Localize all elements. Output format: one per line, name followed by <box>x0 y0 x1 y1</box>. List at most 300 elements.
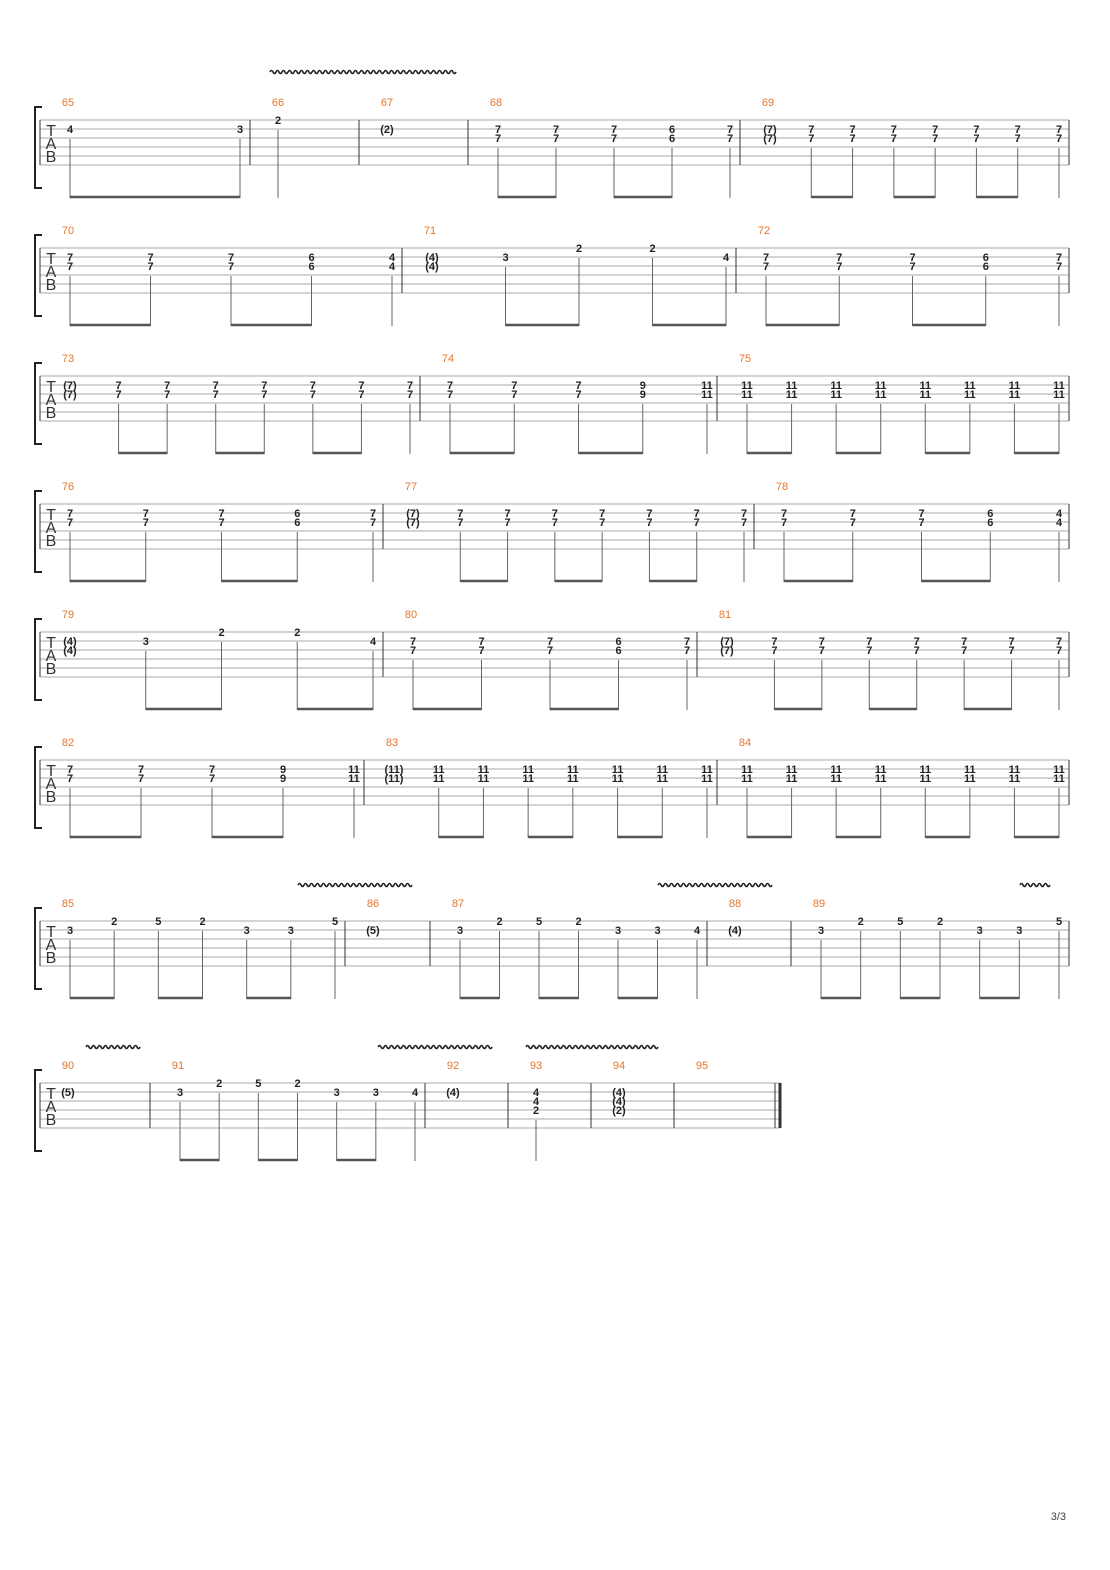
fret-number: 7 <box>551 517 558 529</box>
fret-number: 7 <box>212 380 219 392</box>
tab-clef-letter: A <box>45 776 57 793</box>
fret-number: 7 <box>406 380 414 392</box>
tab-clef-letter: T <box>46 635 56 652</box>
fret-number: 11 <box>477 773 490 785</box>
fret-number: (11) <box>384 764 404 776</box>
fret-number: 7 <box>818 636 825 648</box>
vibrato-mark <box>298 884 412 887</box>
tab-clef-letter: B <box>45 1112 57 1129</box>
fret-number: 7 <box>693 517 700 529</box>
fret-number: 11 <box>964 764 976 776</box>
fret-number: 2 <box>575 916 582 928</box>
measure-number: 74 <box>441 353 455 365</box>
fret-number: 11 <box>830 764 842 776</box>
fret-number: 7 <box>961 645 968 657</box>
fret-number: (7) <box>720 645 734 657</box>
fret-number: 7 <box>552 133 560 145</box>
fret-number: 5 <box>535 916 543 928</box>
tab-clef-letter: T <box>46 1086 56 1103</box>
fret-number: 11 <box>964 380 976 392</box>
fret-number: (5) <box>61 1087 75 1099</box>
fret-number: 11 <box>1053 389 1065 401</box>
fret-number: 7 <box>1055 261 1063 273</box>
fret-number: 7 <box>1014 133 1021 145</box>
fret-number: 7 <box>409 636 417 648</box>
tab-clef-letter: B <box>45 533 57 550</box>
fret-number: (4) <box>425 252 439 264</box>
fret-number: 11 <box>874 764 887 776</box>
measure-number: 77 <box>404 481 418 493</box>
fret-number: 3 <box>817 925 825 937</box>
fret-number: 11 <box>656 773 669 785</box>
fret-number: 7 <box>693 508 700 520</box>
tab-system <box>35 225 1069 326</box>
fret-number: 7 <box>551 508 558 520</box>
fret-number: 7 <box>446 389 454 401</box>
tab-system <box>35 737 1069 838</box>
fret-number: 11 <box>741 389 753 401</box>
fret-number: 11 <box>1008 380 1021 392</box>
measure-number: 70 <box>61 225 75 237</box>
fret-number: (5) <box>366 925 380 937</box>
tab-system <box>35 481 1069 582</box>
fret-number: 2 <box>575 243 583 255</box>
fret-number: 7 <box>142 517 149 529</box>
fret-number: 7 <box>918 517 925 529</box>
fret-number: (7) <box>406 508 420 520</box>
fret-number: 7 <box>1055 133 1063 145</box>
fret-number: 7 <box>740 517 748 529</box>
fret-number: 9 <box>279 773 287 785</box>
measure-number: 86 <box>366 898 380 910</box>
fret-number: 7 <box>913 645 920 657</box>
fret-number: 7 <box>1008 636 1015 648</box>
fret-number: 7 <box>918 508 925 520</box>
fret-number: 11 <box>701 389 713 401</box>
measure-number: 79 <box>61 609 75 621</box>
fret-number: 11 <box>785 389 798 401</box>
fret-number: 11 <box>1053 380 1065 392</box>
fret-number: 5 <box>1055 916 1063 928</box>
fret-number: 11 <box>1008 764 1021 776</box>
fret-number: 7 <box>683 645 691 657</box>
fret-number: 3 <box>176 1087 184 1099</box>
fret-number: 7 <box>808 133 815 145</box>
fret-number: (4) <box>612 1096 626 1108</box>
fret-number: 7 <box>932 133 939 145</box>
measure-number: 90 <box>61 1060 75 1072</box>
fret-number: 7 <box>726 133 734 145</box>
fret-number: 3 <box>1016 925 1023 937</box>
fret-number: 7 <box>309 380 316 392</box>
fret-number: 4 <box>66 124 74 136</box>
measure-number: 83 <box>385 737 399 749</box>
fret-number: 7 <box>261 389 268 401</box>
measure-number: 93 <box>529 1060 543 1072</box>
measure-number: 67 <box>380 97 394 109</box>
tab-system <box>35 609 1069 710</box>
measure-number: 76 <box>61 481 75 493</box>
fret-number: 7 <box>358 380 365 392</box>
fret-number: 11 <box>522 764 534 776</box>
fret-number: 7 <box>913 636 920 648</box>
fret-number: 7 <box>599 517 606 529</box>
fret-number: 11 <box>919 764 932 776</box>
tab-system <box>35 97 1069 198</box>
fret-number: 4 <box>411 1087 419 1099</box>
measure-number: 75 <box>738 353 752 365</box>
tab-clef-letter: A <box>45 520 57 537</box>
fret-number: 7 <box>780 508 788 520</box>
fret-number: 7 <box>866 645 873 657</box>
measure-number: 94 <box>612 1060 626 1072</box>
fret-number: 7 <box>478 636 485 648</box>
measure-number: 85 <box>61 898 75 910</box>
fret-number: 5 <box>155 916 162 928</box>
fret-number: 3 <box>614 925 622 937</box>
fret-number: 3 <box>142 636 149 648</box>
page-number: 3/3 <box>1050 1511 1066 1523</box>
fret-number: 11 <box>785 380 798 392</box>
measure-number: 80 <box>404 609 418 621</box>
measure-number: 89 <box>812 898 826 910</box>
fret-number: 7 <box>218 508 225 520</box>
fret-number: 2 <box>649 243 656 255</box>
fret-number: 11 <box>656 764 669 776</box>
fret-number: 7 <box>358 389 365 401</box>
vibrato-mark <box>86 1046 140 1049</box>
tab-clef-letter: B <box>45 950 57 967</box>
measure-number: 66 <box>271 97 285 109</box>
fret-number: 7 <box>575 389 582 401</box>
vibrato-mark <box>270 71 456 74</box>
fret-number: 3 <box>66 925 74 937</box>
fret-number: (7) <box>763 124 777 136</box>
fret-number: 11 <box>701 773 713 785</box>
fret-number: 6 <box>982 261 989 273</box>
fret-number: 2 <box>274 115 282 127</box>
fret-number: 11 <box>567 764 579 776</box>
fret-number: 11 <box>741 764 753 776</box>
tab-clef-letter: B <box>45 661 57 678</box>
fret-number: (11) <box>384 773 404 785</box>
fret-number: 5 <box>255 1078 262 1090</box>
fret-number: 6 <box>294 508 301 520</box>
fret-number: 7 <box>771 636 778 648</box>
tab-clef-letter: B <box>45 405 57 422</box>
fret-number: 11 <box>701 764 713 776</box>
fret-number: (4) <box>446 1087 460 1099</box>
fret-number: 7 <box>599 508 606 520</box>
fret-number: 7 <box>66 261 74 273</box>
fret-number: 7 <box>973 124 980 136</box>
fret-number: 11 <box>1008 773 1021 785</box>
fret-number: 7 <box>849 508 856 520</box>
fret-number: 7 <box>212 389 219 401</box>
fret-number: 11 <box>611 773 624 785</box>
fret-number: 2 <box>199 916 206 928</box>
fret-number: 7 <box>866 636 873 648</box>
tab-system <box>35 353 1069 454</box>
measure-number: 95 <box>695 1060 709 1072</box>
fret-number: 11 <box>741 380 753 392</box>
fret-number: 2 <box>294 1078 301 1090</box>
fret-number: 6 <box>668 124 676 136</box>
tab-clef-letter: T <box>46 924 56 941</box>
fret-number: 7 <box>849 133 856 145</box>
fret-number: 7 <box>66 517 74 529</box>
fret-number: 7 <box>780 517 788 529</box>
fret-number: 7 <box>409 645 417 657</box>
fret-number: 7 <box>762 252 770 264</box>
fret-number: 7 <box>890 124 897 136</box>
fret-number: 11 <box>348 773 360 785</box>
fret-number: 2 <box>218 627 225 639</box>
fret-number: 7 <box>261 380 268 392</box>
fret-number: 7 <box>66 252 74 264</box>
fret-number: 7 <box>961 636 968 648</box>
fret-number: 3 <box>236 124 244 136</box>
fret-number: 4 <box>388 261 396 273</box>
fret-number: (7) <box>63 380 77 392</box>
fret-number: 7 <box>147 252 154 264</box>
fret-number: 11 <box>522 773 534 785</box>
fret-number: 7 <box>909 261 916 273</box>
fret-number: 7 <box>849 124 856 136</box>
fret-number: 7 <box>932 124 939 136</box>
fret-number: 7 <box>1055 636 1063 648</box>
fret-number: 7 <box>1055 645 1063 657</box>
fret-number: 7 <box>147 261 154 273</box>
measure-number: 73 <box>61 353 75 365</box>
fret-number: 7 <box>369 508 377 520</box>
tab-clef-letter: A <box>45 937 57 954</box>
fret-number: 11 <box>611 764 624 776</box>
fret-number: 7 <box>836 261 843 273</box>
vibrato-mark <box>378 1046 492 1049</box>
fret-number: (2) <box>380 124 394 136</box>
fret-number: 11 <box>964 389 976 401</box>
measure-number: 91 <box>171 1060 185 1072</box>
fret-number: 7 <box>137 764 145 776</box>
fret-number: 4 <box>532 1087 540 1099</box>
fret-number: 3 <box>456 925 464 937</box>
fret-number: 11 <box>567 773 579 785</box>
fret-number: 6 <box>308 261 315 273</box>
fret-number: 7 <box>457 517 464 529</box>
fret-number: 11 <box>919 380 932 392</box>
fret-number: 4 <box>388 252 396 264</box>
fret-number: 11 <box>432 764 445 776</box>
fret-number: 7 <box>494 124 502 136</box>
fret-number: 7 <box>771 645 778 657</box>
fret-number: (2) <box>612 1105 626 1117</box>
fret-number: 7 <box>610 133 618 145</box>
fret-number: 7 <box>227 261 235 273</box>
fret-number: 11 <box>830 773 842 785</box>
fret-number: 11 <box>348 764 360 776</box>
fret-number: 7 <box>504 517 511 529</box>
tab-clef-letter: T <box>46 379 56 396</box>
fret-number: 7 <box>164 389 171 401</box>
fret-number: 2 <box>294 627 301 639</box>
fret-number: (7) <box>763 133 777 145</box>
fret-number: 7 <box>115 389 122 401</box>
fret-number: 4 <box>722 252 730 264</box>
fret-number: 7 <box>66 508 74 520</box>
fret-number: 7 <box>494 133 502 145</box>
measure-number: 82 <box>61 737 75 749</box>
fret-number: (4) <box>63 645 77 657</box>
fret-number: 7 <box>836 252 843 264</box>
fret-number: 3 <box>372 1087 379 1099</box>
fret-number: 6 <box>615 636 622 648</box>
fret-number: 4 <box>369 636 377 648</box>
fret-number: 7 <box>646 508 653 520</box>
fret-number: 4 <box>693 925 701 937</box>
vibrato-mark <box>526 1046 658 1049</box>
fret-number: 7 <box>646 517 653 529</box>
fret-number: (4) <box>63 636 77 648</box>
tab-system <box>35 1060 780 1161</box>
fret-number: (7) <box>406 517 420 529</box>
fret-number: 2 <box>111 916 118 928</box>
measure-number: 88 <box>728 898 742 910</box>
fret-number: 3 <box>654 925 661 937</box>
fret-number: 11 <box>919 389 932 401</box>
fret-number: 3 <box>333 1087 340 1099</box>
tab-clef-letter: T <box>46 251 56 268</box>
fret-number: 7 <box>115 380 122 392</box>
fret-number: 9 <box>639 389 646 401</box>
fret-number: 3 <box>976 925 983 937</box>
measure-number: 92 <box>446 1060 460 1072</box>
fret-number: 7 <box>909 252 916 264</box>
tab-clef-letter: B <box>45 149 57 166</box>
fret-number: 2 <box>216 1078 223 1090</box>
fret-number: 7 <box>973 133 980 145</box>
fret-number: 6 <box>668 133 676 145</box>
fret-number: 7 <box>740 508 748 520</box>
fret-number: 6 <box>987 517 994 529</box>
fret-number: 11 <box>919 773 932 785</box>
fret-number: (4) <box>728 925 742 937</box>
fret-number: 4 <box>1055 517 1063 529</box>
fret-number: 2 <box>857 916 864 928</box>
fret-number: 11 <box>1053 764 1065 776</box>
tab-clef-letter: T <box>46 507 56 524</box>
fret-number: 6 <box>308 252 315 264</box>
fret-number: 7 <box>610 124 618 136</box>
fret-number: 11 <box>741 773 753 785</box>
fret-number: 7 <box>890 133 897 145</box>
fret-number: 11 <box>477 764 490 776</box>
tab-clef-letter: A <box>45 648 57 665</box>
fret-number: 2 <box>496 916 503 928</box>
tab-clef-letter: B <box>45 789 57 806</box>
fret-number: 7 <box>504 508 511 520</box>
fret-number: 7 <box>546 645 554 657</box>
fret-number: (7) <box>720 636 734 648</box>
tab-clef-letter: T <box>46 123 56 140</box>
measure-number: 65 <box>61 97 75 109</box>
fret-number: 7 <box>808 124 815 136</box>
fret-number: 7 <box>406 389 414 401</box>
fret-number: (4) <box>425 261 439 273</box>
tab-clef-letter: T <box>46 763 56 780</box>
tab-clef-letter: A <box>45 264 57 281</box>
fret-number: 7 <box>575 380 582 392</box>
fret-number: 7 <box>227 252 235 264</box>
vibrato-mark <box>1020 884 1050 887</box>
measure-number: 72 <box>757 225 771 237</box>
fret-number: 9 <box>279 764 287 776</box>
fret-number: 5 <box>897 916 904 928</box>
fret-number: 7 <box>208 773 216 785</box>
fret-number: 7 <box>137 773 145 785</box>
fret-number: 11 <box>830 389 842 401</box>
fret-number: 4 <box>1055 508 1063 520</box>
fret-number: 11 <box>964 773 976 785</box>
fret-number: 11 <box>785 764 798 776</box>
fret-number: 7 <box>218 517 225 529</box>
fret-number: 7 <box>1008 645 1015 657</box>
measure-number: 69 <box>761 97 775 109</box>
fret-number: 7 <box>683 636 691 648</box>
fret-number: 11 <box>1008 389 1021 401</box>
fret-number: 7 <box>446 380 454 392</box>
fret-number: 7 <box>818 645 825 657</box>
fret-number: 11 <box>874 389 887 401</box>
fret-number: 3 <box>287 925 294 937</box>
fret-number: 11 <box>1053 773 1065 785</box>
fret-number: 4 <box>532 1096 540 1108</box>
measure-number: 68 <box>489 97 503 109</box>
fret-number: 7 <box>309 389 316 401</box>
fret-number: 6 <box>987 508 994 520</box>
fret-number: 7 <box>511 389 518 401</box>
tab-system <box>35 898 1069 999</box>
fret-number: 2 <box>532 1105 540 1117</box>
fret-number: 7 <box>726 124 734 136</box>
fret-number: 3 <box>502 252 509 264</box>
fret-number: 11 <box>874 380 887 392</box>
measure-number: 84 <box>738 737 752 749</box>
fret-number: 7 <box>142 508 149 520</box>
fret-number: 7 <box>849 517 856 529</box>
fret-number: (4) <box>612 1087 626 1099</box>
measure-number: 71 <box>423 225 437 237</box>
fret-number: 6 <box>982 252 989 264</box>
fret-number: (7) <box>63 389 77 401</box>
measure-number: 78 <box>775 481 789 493</box>
fret-number: 11 <box>701 380 713 392</box>
fret-number: 6 <box>294 517 301 529</box>
tab-clef-letter: A <box>45 1099 57 1116</box>
tab-clef-letter: A <box>45 392 57 409</box>
fret-number: 7 <box>66 764 74 776</box>
fret-number: 11 <box>785 773 798 785</box>
fret-number: 7 <box>552 124 560 136</box>
fret-number: 7 <box>546 636 554 648</box>
fret-number: 7 <box>478 645 485 657</box>
tab-clef-letter: A <box>45 136 57 153</box>
measure-number: 81 <box>718 609 732 621</box>
fret-number: 2 <box>936 916 944 928</box>
fret-number: 7 <box>1055 124 1063 136</box>
fret-number: 11 <box>874 773 887 785</box>
fret-number: 9 <box>639 380 646 392</box>
